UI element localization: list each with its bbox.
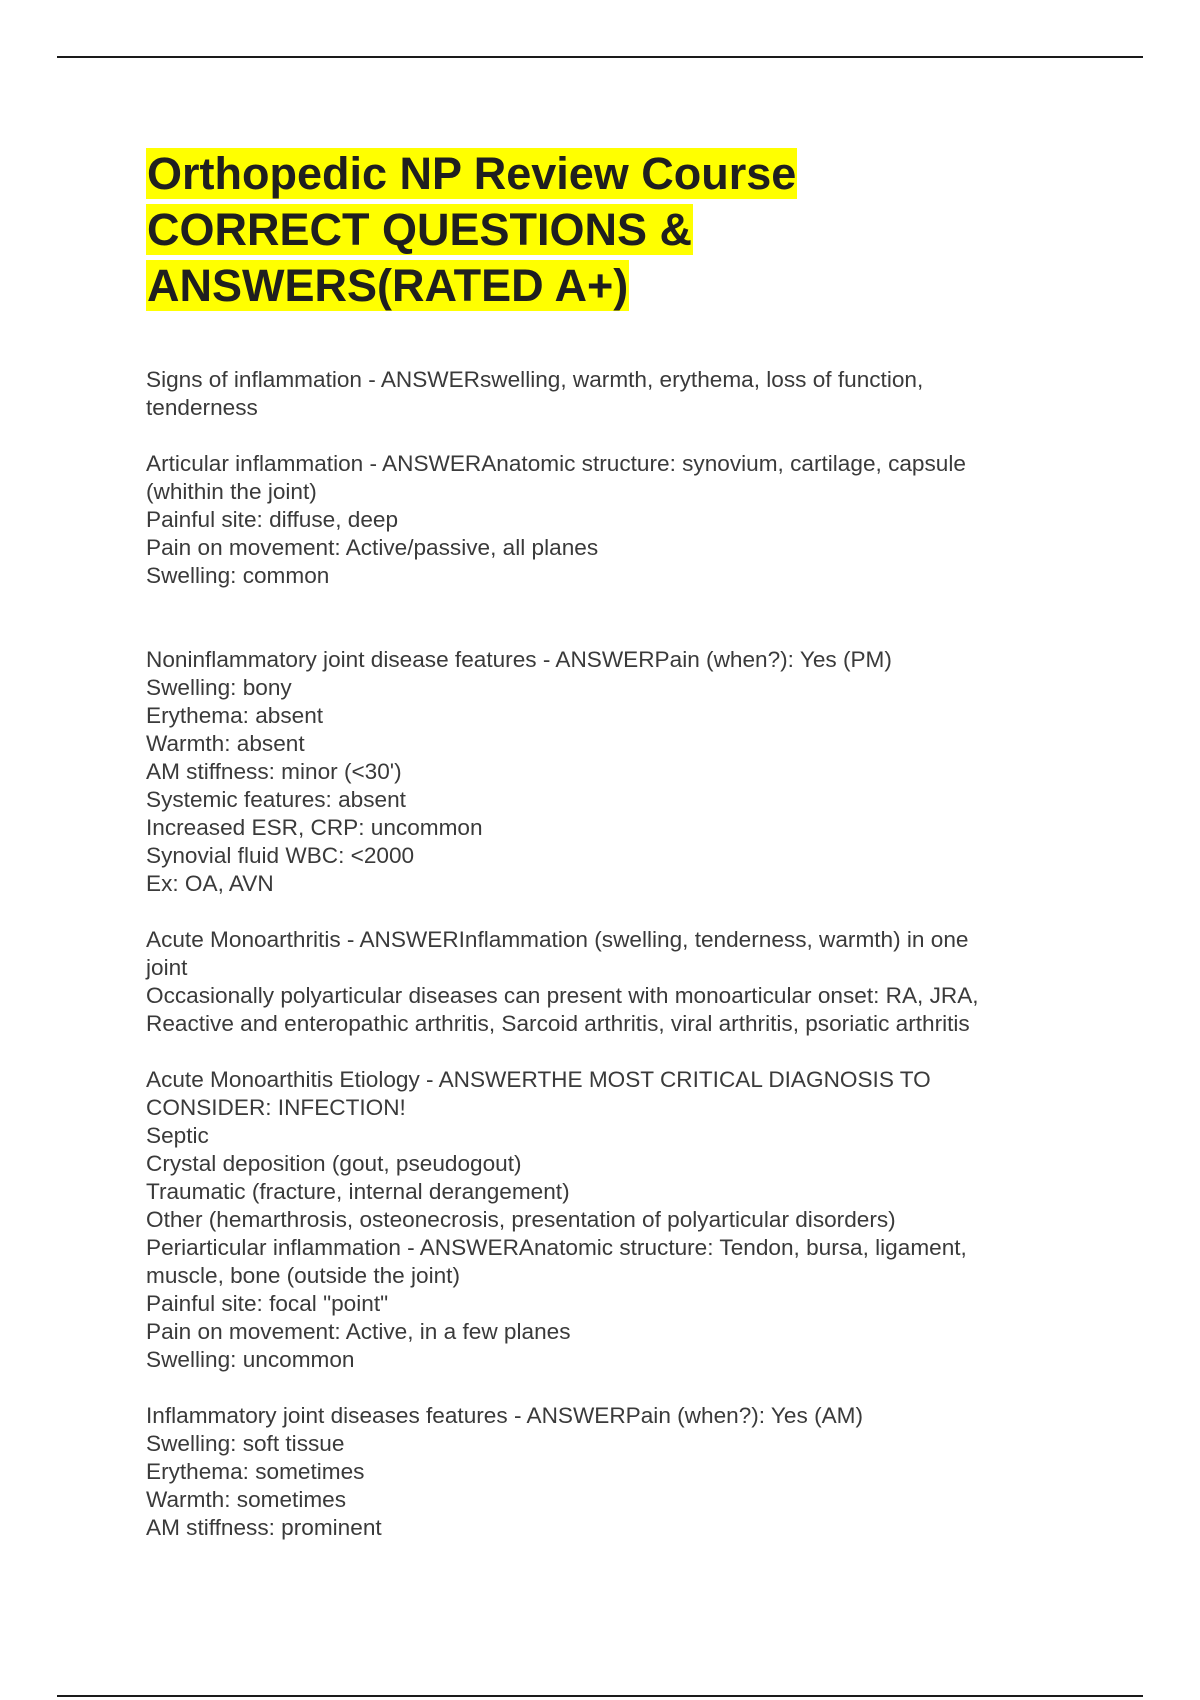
title-line: ANSWERS(RATED A+) bbox=[147, 260, 629, 311]
entry-line: Crystal deposition (gout, pseudogout) bbox=[146, 1151, 522, 1176]
qa-entry bbox=[146, 366, 1066, 422]
entry-line: Erythema: sometimes bbox=[146, 1459, 365, 1484]
title-line: CORRECT QUESTIONS & bbox=[147, 204, 693, 255]
entry-line: Acute Monoarthitis Etiology - ANSWERTHE MOST CRITICAL DIAGNOSIS TO bbox=[146, 1067, 931, 1092]
entry-line: Noninflammatory joint disease features - ANSWERPain (when?): Yes (PM) bbox=[146, 647, 892, 672]
qa-content bbox=[146, 366, 1066, 1542]
entry-line: Inflammatory joint diseases features - ANSWERPain (when?): Yes (AM) bbox=[146, 1403, 864, 1428]
entry-line: Traumatic (fracture, internal derangement) bbox=[146, 1179, 570, 1204]
entry-line: Reactive and enteropathic arthritis, Sarcoid arthritis, viral arthritis, psoriatic arthritis bbox=[146, 1011, 970, 1036]
qa-entry bbox=[146, 646, 1066, 898]
entry-line: Ex: OA, AVN bbox=[146, 871, 274, 896]
entry-line: Systemic features: absent bbox=[146, 787, 406, 812]
entry-line: Swelling: soft tissue bbox=[146, 1431, 345, 1456]
entry-line: CONSIDER: INFECTION! bbox=[146, 1095, 406, 1120]
entry-line: muscle, bone (outside the joint) bbox=[146, 1263, 460, 1288]
bottom-divider bbox=[57, 1695, 1143, 1697]
top-divider bbox=[57, 56, 1143, 58]
qa-entry bbox=[146, 450, 1066, 590]
entry-line: Occasionally polyarticular diseases can present with monoarticular onset: RA, JRA, bbox=[146, 983, 979, 1008]
entry-line: (whithin the joint) bbox=[146, 479, 317, 504]
entry-line: Swelling: common bbox=[146, 563, 330, 588]
entry-line: AM stiffness: minor (<30') bbox=[146, 759, 402, 784]
entry-line: Pain on movement: Active/passive, all planes bbox=[146, 535, 599, 560]
document-title bbox=[146, 146, 1046, 314]
entry-line: tenderness bbox=[146, 395, 258, 420]
title-line: Orthopedic NP Review Course bbox=[147, 148, 797, 199]
entry-line: Septic bbox=[146, 1123, 209, 1148]
entry-line: Swelling: uncommon bbox=[146, 1347, 355, 1372]
entry-line: Swelling: bony bbox=[146, 675, 292, 700]
entry-line: Painful site: focal "point" bbox=[146, 1291, 389, 1316]
entry-line: Pain on movement: Active, in a few planes bbox=[146, 1319, 571, 1344]
entry-line: Synovial fluid WBC: <2000 bbox=[146, 843, 415, 868]
qa-entry bbox=[146, 1066, 1066, 1374]
entry-line: Signs of inflammation - ANSWERswelling, warmth, erythema, loss of function, bbox=[146, 367, 924, 392]
qa-entry bbox=[146, 1402, 1066, 1542]
entry-line: Acute Monoarthritis - ANSWERInflammation (swelling, tenderness, warmth) in one bbox=[146, 927, 969, 952]
entry-line: AM stiffness: prominent bbox=[146, 1515, 382, 1540]
entry-line: Periarticular inflammation - ANSWERAnatomic structure: Tendon, bursa, ligament, bbox=[146, 1235, 967, 1260]
entry-line: Warmth: absent bbox=[146, 731, 305, 756]
entry-line: Other (hemarthrosis, osteonecrosis, presentation of polyarticular disorders) bbox=[146, 1207, 896, 1232]
entry-line: Increased ESR, CRP: uncommon bbox=[146, 815, 483, 840]
entry-line: Warmth: sometimes bbox=[146, 1487, 347, 1512]
entry-line: joint bbox=[146, 955, 188, 980]
qa-entry bbox=[146, 926, 1066, 1038]
entry-line: Erythema: absent bbox=[146, 703, 324, 728]
entry-line: Articular inflammation - ANSWERAnatomic structure: synovium, cartilage, capsule bbox=[146, 451, 966, 476]
entry-line: Painful site: diffuse, deep bbox=[146, 507, 399, 532]
